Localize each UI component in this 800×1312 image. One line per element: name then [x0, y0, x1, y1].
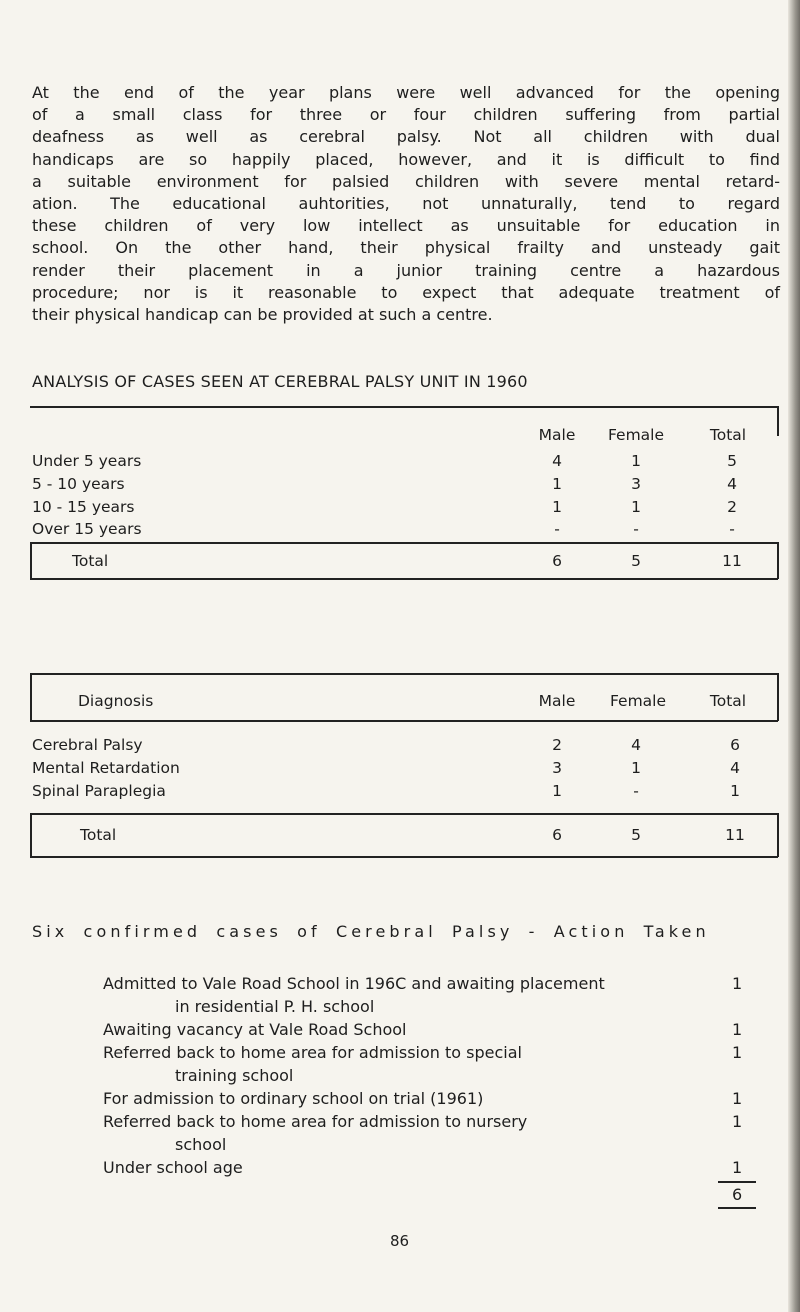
table1-total-label: Total — [72, 552, 109, 570]
table1-row-label: Under 5 years — [32, 452, 142, 470]
table2-header-female: Female — [609, 692, 667, 710]
table2-bottom-border — [30, 856, 778, 858]
action-item-continuation: training school — [175, 1066, 294, 1085]
table1-row-label: 5 - 10 years — [32, 475, 125, 493]
table1-cell-female: 3 — [631, 475, 641, 493]
actions-title: Six confirmed cases of Cerebral Palsy - Action Taken — [32, 922, 710, 941]
table2-cell-male: 3 — [552, 759, 562, 777]
table2-row-label: Mental Retardation — [32, 759, 180, 777]
action-item-continuation: school — [175, 1135, 227, 1154]
action-item-line: Referred back to home area for admission to special — [103, 1043, 522, 1062]
table2-cell-male: 2 — [552, 736, 562, 754]
action-item-line: Under school age — [103, 1158, 243, 1177]
table2-cell-total: 4 — [730, 759, 740, 777]
page-number: 86 — [390, 1232, 410, 1250]
table2-cell-female: 4 — [631, 736, 641, 754]
table1-cell-female: 1 — [631, 498, 641, 516]
table1-cell-male: 1 — [552, 498, 562, 516]
table2-left-border-top — [30, 673, 32, 721]
table1-total-male: 6 — [552, 552, 562, 570]
table2-right-border-top — [777, 673, 779, 721]
table1-cell-male: - — [554, 520, 560, 538]
paragraph-line: handicaps are so happily placed, however, and it is difficult to find — [32, 149, 780, 169]
table1-title: ANALYSIS OF CASES SEEN AT CEREBRAL PALSY UNIT IN 1960 — [32, 372, 528, 391]
table2-left-border — [30, 813, 32, 857]
table2-cell-female: 1 — [631, 759, 641, 777]
table1-header-female: Female — [607, 426, 665, 444]
paragraph-line: of a small class for three or four children suffering from partial — [32, 105, 780, 125]
paragraph-line: ation. The educational auhtorities, not unnaturally, tend to regard — [32, 194, 780, 214]
table2-cell-total: 6 — [730, 736, 740, 754]
paragraph-line: deafness as well as cerebral palsy. Not all children with dual — [32, 127, 780, 147]
table1-cell-male: 1 — [552, 475, 562, 493]
action-sum: 6 — [732, 1185, 743, 1204]
table1-cell-total: 5 — [727, 452, 737, 470]
action-item-count: 1 — [732, 1020, 743, 1039]
table1-total-female: 5 — [631, 552, 641, 570]
paragraph-line: these children of very low intellect as unsuitable for education in — [32, 216, 780, 236]
table2-total-label: Total — [80, 826, 117, 844]
action-item-line: Awaiting vacancy at Vale Road School — [103, 1020, 407, 1039]
table2-header-male: Male — [538, 692, 576, 710]
table1-cell-total: 4 — [727, 475, 737, 493]
table1-cell-male: 4 — [552, 452, 562, 470]
table1-header-total: Total — [709, 426, 747, 444]
table2-total-female: 5 — [631, 826, 641, 844]
paragraph-line: render their placement in a junior training centre a hazardous — [32, 260, 780, 280]
paragraph-line: procedure; nor is it reasonable to expect that adequate treatment of — [32, 282, 780, 302]
table2-header-separator — [30, 720, 778, 722]
paragraph-line: At the end of the year plans were well advanced for the opening — [32, 83, 780, 102]
table1-row-label: Over 15 years — [32, 520, 142, 538]
action-item-count: 1 — [732, 1112, 743, 1131]
table2-total-separator — [30, 813, 778, 815]
table1-header-male: Male — [538, 426, 576, 444]
action-item-count: 1 — [732, 1043, 743, 1062]
table1-cell-female: 1 — [631, 452, 641, 470]
table1-cell-female: - — [633, 520, 639, 538]
action-item-line: Admitted to Vale Road School in 196C and awaiting placement — [103, 974, 605, 993]
sum-rule-top — [718, 1181, 756, 1183]
table1-total-total: 11 — [722, 552, 742, 570]
paragraph-line: their physical handicap can be provided at such a centre. — [32, 305, 493, 325]
action-item-count: 1 — [732, 1158, 743, 1177]
action-item-line: Referred back to home area for admission to nursery — [103, 1112, 528, 1131]
action-item-count: 1 — [732, 1089, 743, 1108]
table2-total-total: 11 — [725, 826, 745, 844]
table2-header-diagnosis: Diagnosis — [78, 692, 154, 710]
action-item-line: For admission to ordinary school on trial (1961) — [103, 1089, 484, 1108]
table2-total-male: 6 — [552, 826, 562, 844]
table1-row-label: 10 - 15 years — [32, 498, 135, 516]
table2-top-border — [30, 673, 778, 675]
table2-cell-total: 1 — [730, 782, 740, 800]
table2-header-total: Total — [709, 692, 747, 710]
table1-cell-total: 2 — [727, 498, 737, 516]
table2-cell-female: - — [633, 782, 639, 800]
table2-right-border — [777, 813, 779, 857]
action-item-continuation: in residential P. H. school — [175, 997, 375, 1016]
paragraph-line: school. On the other hand, their physical frailty and unsteady gait — [32, 238, 780, 258]
table2-row-label: Cerebral Palsy — [32, 736, 143, 754]
sum-rule-bottom — [718, 1207, 756, 1209]
table1-cell-total: - — [729, 520, 735, 538]
table2-row-label: Spinal Paraplegia — [32, 782, 166, 800]
paragraph-line: a suitable environment for palsied children with severe mental retard- — [32, 171, 780, 191]
table2-cell-male: 1 — [552, 782, 562, 800]
action-item-count: 1 — [732, 974, 743, 993]
